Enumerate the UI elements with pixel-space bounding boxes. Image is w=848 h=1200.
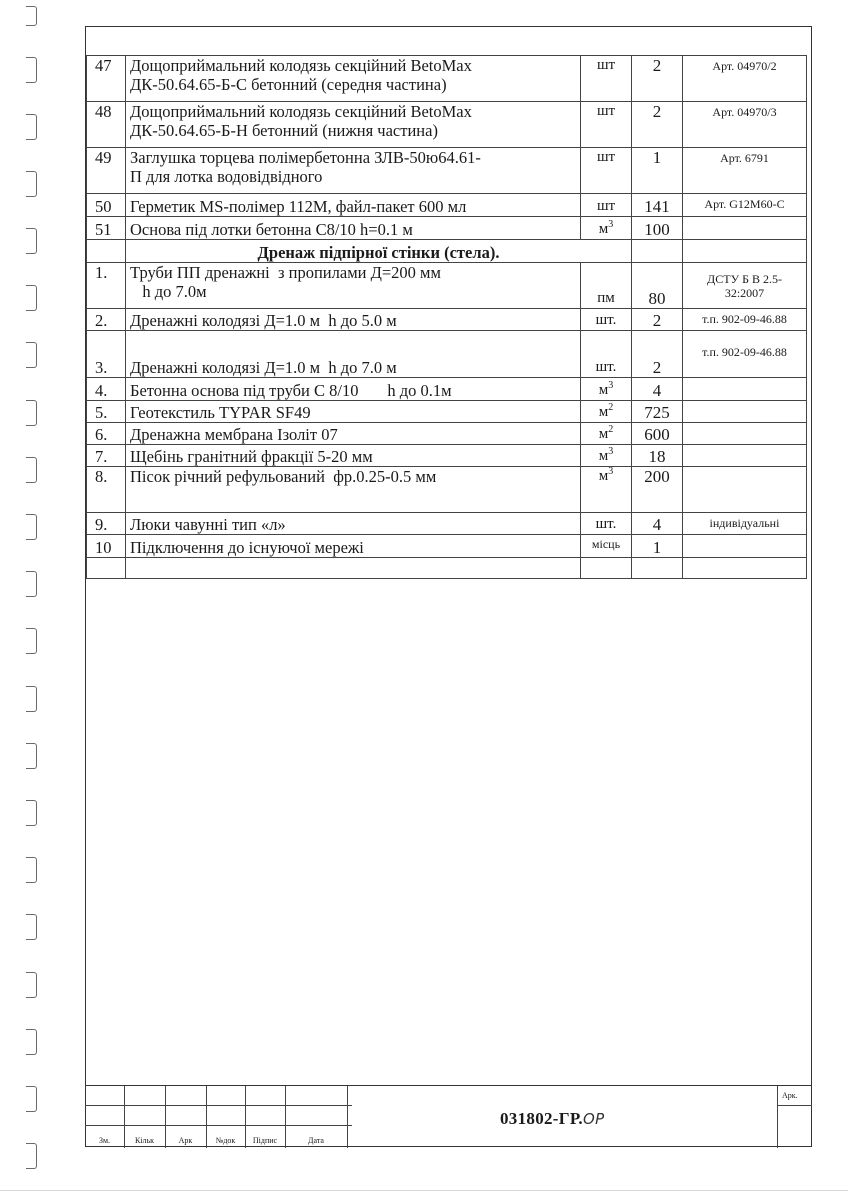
row-number: 3.: [87, 331, 126, 378]
section-heading: Дренаж підпірної стінки (стела).: [126, 240, 632, 263]
specification-body: [87, 56, 807, 579]
row-number: 8.: [87, 467, 126, 513]
reference-cell: [683, 467, 807, 513]
unit-cell: [581, 423, 632, 445]
reference-cell: [683, 423, 807, 445]
specification-table: [86, 55, 807, 579]
item-name-line: Дренажні колодязі Д=1.0 м h до 5.0 м: [130, 311, 397, 330]
unit-cell: [581, 467, 632, 513]
binder-hole: [26, 571, 37, 597]
item-name: [126, 309, 581, 331]
item-name: [126, 401, 581, 423]
row-number: 48: [87, 102, 126, 148]
unit-cell: [581, 378, 632, 401]
reference-cell: [683, 535, 807, 558]
quantity-cell: 2: [632, 309, 683, 331]
item-name-line: Труби ПП дренажні з пропилами Д=200 мм: [130, 263, 441, 282]
item-name-line: Люки чавунні тип «л»: [130, 515, 286, 534]
table-row: [87, 467, 807, 513]
item-name-line: Щебінь гранітний фракції 5-20 мм: [130, 447, 373, 466]
table-row: [87, 309, 807, 331]
item-name: [126, 423, 581, 445]
reference-cell: [683, 445, 807, 467]
binder-hole: [26, 57, 37, 83]
item-name-line: Герметик MS-полімер 112М, файл-пакет 600 мл: [130, 197, 467, 216]
row-number: 10: [87, 535, 126, 558]
stamp-line: [777, 1086, 778, 1148]
unit-cell: пм: [581, 263, 632, 309]
row-number: [87, 558, 126, 579]
binder-hole: [26, 114, 37, 140]
item-name-line: Пісок річний рефульований фр.0.25-0.5 мм: [130, 467, 437, 486]
unit-text: м: [598, 426, 609, 442]
reference-cell: [683, 558, 807, 579]
item-name: [126, 217, 581, 240]
reference-cell: [683, 217, 807, 240]
unit-exponent: 3: [608, 380, 614, 391]
binder-hole: [26, 171, 37, 197]
stamp-label-quantity: Кільк: [134, 1136, 155, 1145]
unit-cell: шт.: [581, 309, 632, 331]
item-name-line: Дощоприймальний колодязь секційний BetoMax: [130, 102, 472, 121]
reference-cell: т.п. 902-09-46.88: [683, 309, 807, 331]
binder-hole: [26, 628, 37, 654]
item-name: [126, 513, 581, 535]
row-number: 50: [87, 194, 126, 217]
stamp-line: [85, 1125, 352, 1126]
stamp-line: [85, 1105, 352, 1106]
quantity-cell: 1: [632, 535, 683, 558]
unit-cell: шт: [581, 148, 632, 194]
unit-text: м: [598, 448, 609, 464]
item-name-line: Заглушка торцева полімербетонна ЗЛВ-50ю64.61-: [130, 148, 481, 167]
item-name: [126, 558, 581, 579]
unit-text: м: [598, 221, 609, 237]
row-number: 2.: [87, 309, 126, 331]
quantity-cell: 80: [632, 263, 683, 309]
item-name: [126, 148, 581, 194]
binder-hole: [26, 1086, 37, 1112]
unit-cell: шт: [581, 56, 632, 102]
row-number: 4.: [87, 378, 126, 401]
table-row: [87, 378, 807, 401]
reference-cell: [683, 378, 807, 401]
table-row: [87, 102, 807, 148]
quantity-cell: 18: [632, 445, 683, 467]
unit-exponent: 3: [608, 219, 614, 230]
unit-exponent: 3: [608, 466, 614, 477]
stamp-line: [347, 1086, 348, 1148]
item-name: [126, 194, 581, 217]
stamp-label-revision: Зм.: [98, 1136, 111, 1145]
table-row: [87, 401, 807, 423]
item-name-line: Основа під лотки бетонна С8/10 h=0.1 м: [130, 220, 413, 239]
item-name: [126, 378, 581, 401]
item-name-line: ДК-50.64.65-Б-С бетонний (середня частина): [130, 75, 447, 94]
binder-hole: [26, 6, 37, 26]
unit-cell: [581, 401, 632, 423]
table-row: [87, 535, 807, 558]
item-name: [126, 535, 581, 558]
binder-hole: [26, 686, 37, 712]
reference-cell: Арт. 04970/3: [683, 102, 807, 148]
binder-hole: [26, 743, 37, 769]
stamp-label-doc-number: №док: [215, 1136, 236, 1145]
unit-cell: шт: [581, 194, 632, 217]
table-row: [87, 56, 807, 102]
section-row: [87, 240, 807, 263]
reference-cell: індивідуальні: [683, 513, 807, 535]
reference-cell: Арт. 6791: [683, 148, 807, 194]
unit-text: м: [598, 468, 609, 484]
binder-hole: [26, 1029, 37, 1055]
item-name: [126, 331, 581, 378]
row-number: 5.: [87, 401, 126, 423]
item-name: [126, 467, 581, 513]
sheet-label: Арк.: [782, 1091, 798, 1100]
document-code-text: 031802-ГР.: [500, 1109, 583, 1128]
quantity-cell: 100: [632, 217, 683, 240]
item-name: [126, 445, 581, 467]
stamp-label-sheet: Арк: [178, 1136, 193, 1145]
item-name: [126, 263, 581, 309]
binder-hole: [26, 285, 37, 311]
unit-exponent: 2: [608, 402, 614, 413]
table-row: [87, 423, 807, 445]
row-number: 49: [87, 148, 126, 194]
document-code: [500, 1109, 604, 1129]
table-row: [87, 194, 807, 217]
row-number: 1.: [87, 263, 126, 309]
binder-hole: [26, 228, 37, 254]
binder-hole: [26, 400, 37, 426]
scan-edge: [0, 1190, 848, 1191]
table-row: [87, 148, 807, 194]
table-row: [87, 331, 807, 378]
quantity-cell: 2: [632, 56, 683, 102]
item-name-line: Бетонна основа під труби С 8/10 h до 0.1м: [130, 381, 452, 400]
document-code-handwritten: ОР: [583, 1110, 605, 1128]
unit-exponent: 2: [608, 424, 614, 435]
binder-hole: [26, 857, 37, 883]
row-number: 9.: [87, 513, 126, 535]
binder-hole: [26, 457, 37, 483]
quantity-cell: 2: [632, 331, 683, 378]
table-row: [87, 513, 807, 535]
quantity-cell: [632, 558, 683, 579]
item-name-line: ДК-50.64.65-Б-Н бетонний (нижня частина): [130, 121, 438, 140]
unit-exponent: 3: [608, 446, 614, 457]
item-name-line: Дощоприймальний колодязь секційний BetoMax: [130, 56, 472, 75]
item-name-line: Підключення до існуючої мережі: [130, 538, 364, 557]
section-spacer: [683, 240, 807, 263]
item-name-line: Геотекстиль TYPAR SF49: [130, 403, 311, 422]
item-name-line: Дренажна мембрана Ізоліт 07: [130, 425, 338, 444]
section-spacer: [87, 240, 126, 263]
unit-cell: шт: [581, 102, 632, 148]
item-name-line: h до 7.0м: [130, 282, 207, 301]
row-number: 7.: [87, 445, 126, 467]
stamp-line: [777, 1105, 812, 1106]
quantity-cell: 600: [632, 423, 683, 445]
binder-hole: [26, 342, 37, 368]
binder-hole: [26, 914, 37, 940]
reference-cell: ДСТУ Б В 2.5-32:2007: [683, 263, 807, 309]
reference-cell: Арт. 04970/2: [683, 56, 807, 102]
binder-hole: [26, 800, 37, 826]
quantity-cell: 4: [632, 513, 683, 535]
unit-cell: [581, 445, 632, 467]
row-number: 6.: [87, 423, 126, 445]
reference-cell: Арт. G12M60-C: [683, 194, 807, 217]
item-name-line: Дренажні колодязі Д=1.0 м h до 7.0 м: [130, 358, 397, 377]
quantity-cell: 200: [632, 467, 683, 513]
quantity-cell: 4: [632, 378, 683, 401]
reference-cell: т.п. 902-09-46.88: [683, 331, 807, 378]
section-spacer: [632, 240, 683, 263]
binder-hole: [26, 514, 37, 540]
binder-hole: [26, 972, 37, 998]
stamp-label-date: Дата: [308, 1136, 324, 1145]
quantity-cell: 141: [632, 194, 683, 217]
reference-cell: [683, 401, 807, 423]
quantity-cell: 725: [632, 401, 683, 423]
unit-text: м: [598, 382, 609, 398]
table-row: [87, 445, 807, 467]
row-number: 51: [87, 217, 126, 240]
quantity-cell: 2: [632, 102, 683, 148]
title-block: [85, 1085, 812, 1148]
unit-text: м: [598, 404, 609, 420]
table-row: [87, 558, 807, 579]
unit-cell: [581, 217, 632, 240]
item-name-line: П для лотка водовідвідного: [130, 167, 323, 186]
unit-cell: [581, 558, 632, 579]
unit-cell: шт.: [581, 331, 632, 378]
row-number: 47: [87, 56, 126, 102]
item-name: [126, 102, 581, 148]
table-row: [87, 263, 807, 309]
unit-cell: місць: [581, 535, 632, 558]
unit-cell: шт.: [581, 513, 632, 535]
stamp-label-signature: Підпис: [252, 1136, 278, 1145]
binder-hole: [26, 1143, 37, 1169]
item-name: [126, 56, 581, 102]
table-row: [87, 217, 807, 240]
quantity-cell: 1: [632, 148, 683, 194]
